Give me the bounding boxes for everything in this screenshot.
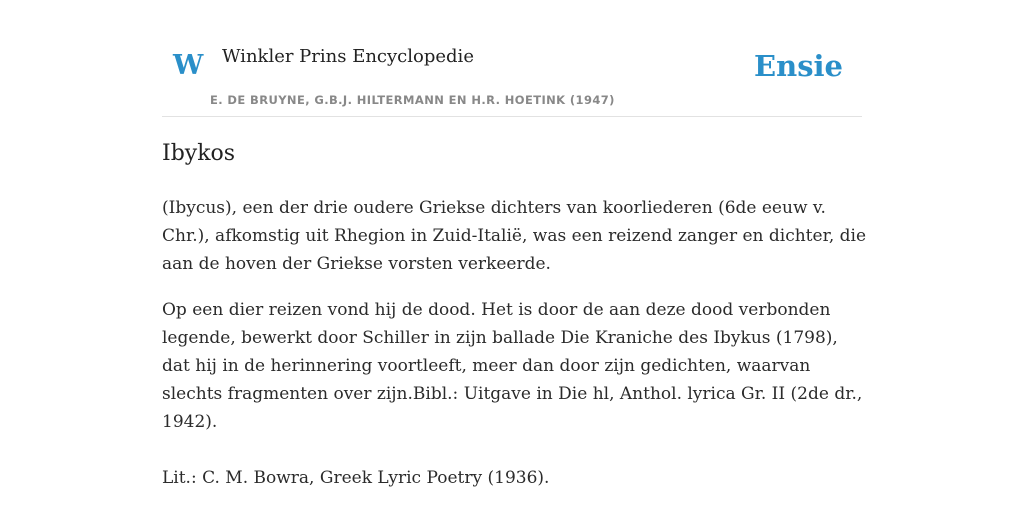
source-authors: E. DE BRUYNE, G.B.J. HILTERMANN EN H.R. HOETINK (1947) xyxy=(210,93,615,107)
article-paragraph-1: (Ibycus), een der drie oudere Griekse dichters van koorliederen (6de eeuw v. Chr.), afkomstig uit Rhegion in Zuid-Italië, was een reizend zanger en dichter, die aan de hoven der Griekse vorsten verkeerde. xyxy=(162,198,867,274)
literature-reference: Lit.: C. M. Bowra, Greek Lyric Poetry (1936). xyxy=(162,468,550,488)
article-paragraph-2: Op een dier reizen vond hij de dood. Het is door de aan deze dood verbonden legende, bewerkt door Schiller in zijn ballade Die Kraniche des Ibykus (1798), dat hij in de herinnering voortleeft, meer dan door zijn gedichten, waarvan slechts fragmenten over zijn.Bibl.: Uitgave in Die hl, Anthol. lyrica Gr. II (2de dr., 1942). xyxy=(162,300,863,432)
winkler-prins-logo-icon[interactable]: W xyxy=(173,50,204,81)
article-title: Ibykos xyxy=(162,141,236,166)
article xyxy=(162,138,867,510)
source-header xyxy=(162,0,862,117)
source-title-link[interactable]: Winkler Prins Encyclopedie xyxy=(222,46,474,67)
ensie-brand-logo[interactable]: Ensie xyxy=(754,49,843,83)
